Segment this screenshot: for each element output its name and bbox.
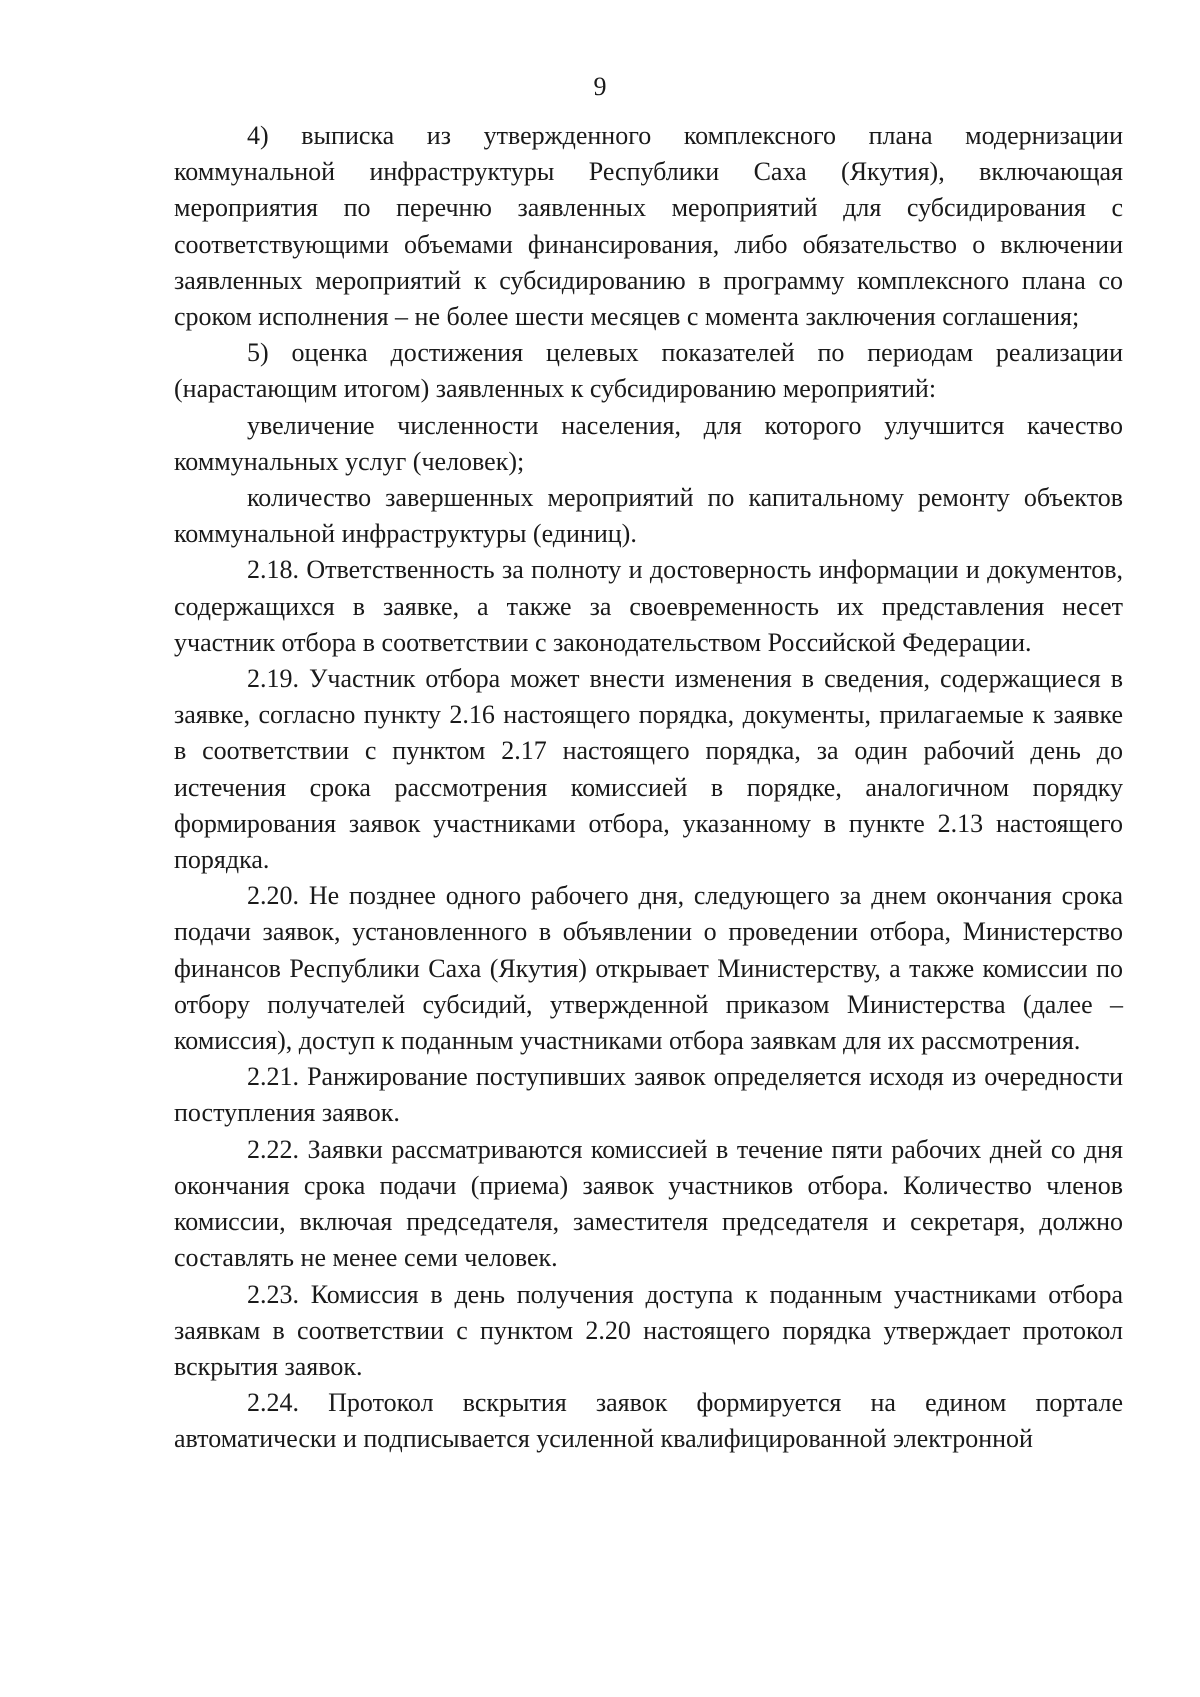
page-number: 9 [593, 72, 607, 101]
paragraph-indicator-population: увеличение численности населения, для которого улучшится качество коммунальных услуг (человек); [174, 410, 1123, 476]
paragraph-2-23: 2.23. Комиссия в день получения доступа к поданным участниками отбора заявкам в соответствии с пунктом 2.20 настоящего порядка утверждает протокол вскрытия заявок. [174, 1279, 1123, 1381]
paragraph-2-21: 2.21. Ранжирование поступивших заявок определяется исходя из очередности поступления заявок. [174, 1062, 1123, 1128]
document-body [174, 118, 1123, 1458]
paragraph-item-4: 4) выписка из утвержденного комплексного плана модернизации коммунальной инфраструктуры Республики Саха (Якутия), включающая мероприятия по перечню заявленных мероприятий для субсидирования с соответствующими объемами финансирования, либо обязательство о включении заявленных мероприятий к субсидированию в программу комплексного плана со сроком исполнения – не более шести месяцев с момента заключения соглашения; [174, 121, 1123, 332]
paragraph-2-19: 2.19. Участник отбора может внести изменения в сведения, содержащиеся в заявке, согласно пункту 2.16 настоящего порядка, документы, прилагаемые к заявке в соответствии с пунктом 2.17 настоящего порядка, за один рабочий день до истечения срока рассмотрения комиссией в порядке, аналогичном порядку формирования заявок участниками отбора, указанному в пункте 2.13 настоящего порядка. [174, 664, 1123, 875]
paragraph-2-22: 2.22. Заявки рассматриваются комиссией в течение пяти рабочих дней со дня окончания срока подачи (приема) заявок участников отбора. Количество членов комиссии, включая председателя, заместителя председателя и секретаря, должно составлять не менее семи человек. [174, 1134, 1123, 1273]
paragraph-item-5: 5) оценка достижения целевых показателей по периодам реализации (нарастающим итогом) заявленных к субсидированию мероприятий: [174, 338, 1123, 404]
paragraph-2-18: 2.18. Ответственность за полноту и достоверность информации и документов, содержащихся в заявке, а также за своевременность их представления несет участник отбора в соответствии с законодательством Российской Федерации. [174, 555, 1123, 657]
paragraph-2-20: 2.20. Не позднее одного рабочего дня, следующего за днем окончания срока подачи заявок, установленного в объявлении о проведении отбора, Министерство финансов Республики Саха (Якутия) открывает Министерству, а также комиссии по отбору получателей субсидий, утвержденной приказом Министерства (далее – комиссия), доступ к поданным участниками отбора заявкам для их рассмотрения. [174, 881, 1123, 1056]
paragraph-2-24: 2.24. Протокол вскрытия заявок формируется на едином портале автоматически и подписывается усиленной квалифицированной электронной [174, 1388, 1123, 1454]
paragraph-indicator-repairs: количество завершенных мероприятий по капитальному ремонту объектов коммунальной инфраструктуры (единиц). [174, 483, 1123, 549]
